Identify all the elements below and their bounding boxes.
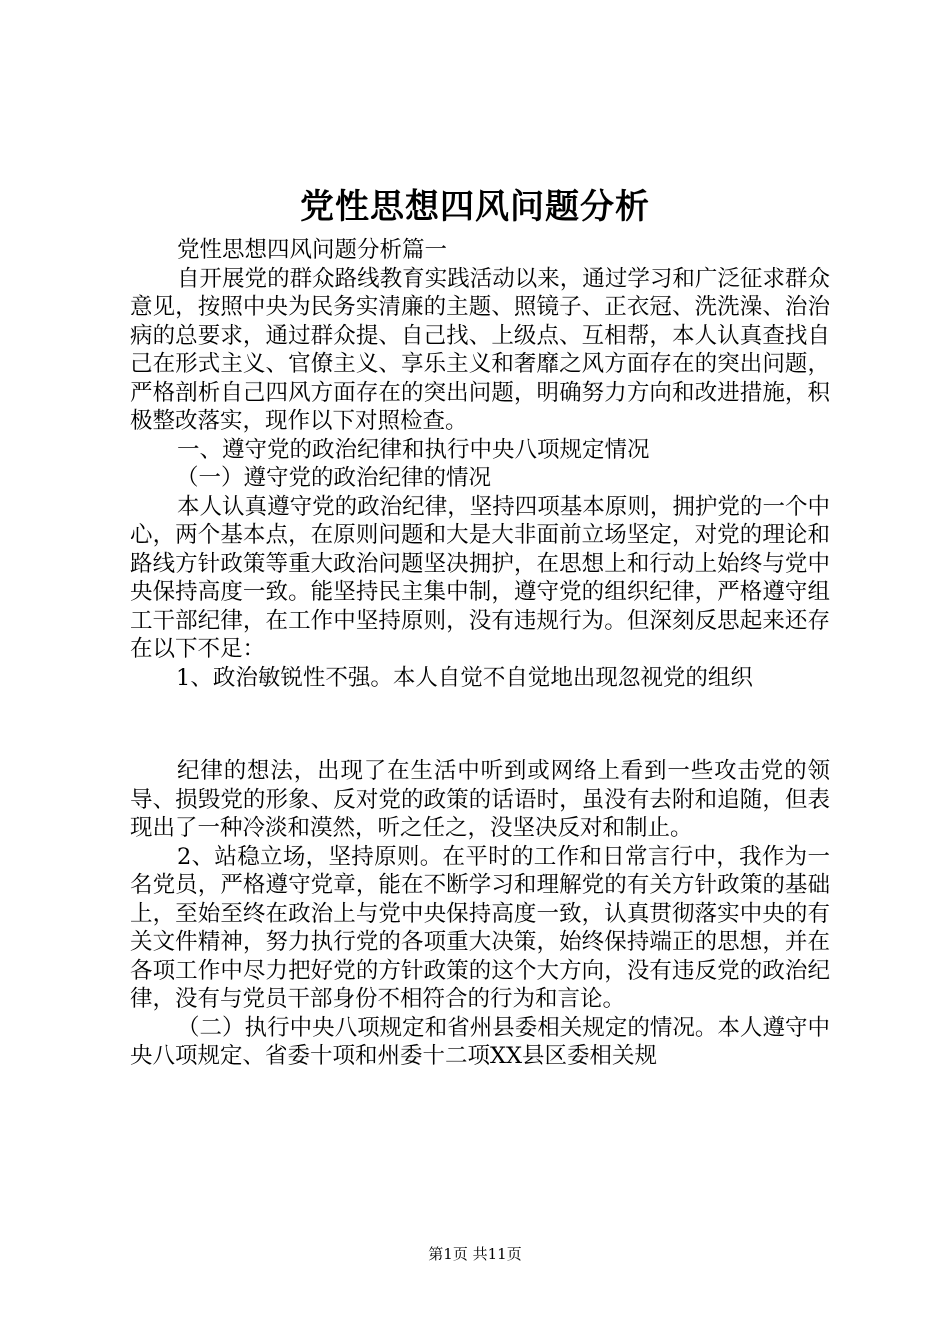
paragraph-subheading-2: （二）执行中央八项规定和省州县委相关规定的情况。本人遵守中央八项规定、省委十项和州委十二项XX县区委相关规 [130,1014,830,1069]
paragraph-item-1-start: 1、政治敏锐性不强。本人自觉不自觉地出现忽视党的组织 [176,664,753,691]
paragraph-discipline: 本人认真遵守党的政治纪律，坚持四项基本原则，拥护党的一个中心，两个基本点，在原则问题和大是大非面前立场坚定，对党的理论和路线方针政策等重大政治问题坚决拥护，在思想上和行动上始终与党中央保持高度一致。能坚持民主集中制，遵守党的组织纪律，严格遵守组工干部纪律，在工作中坚持原则，没有违规行为。但深刻反思起来还存在以下不足： [130,493,830,662]
document-body-top [130,236,830,692]
paragraph-subtitle: 党性思想四风问题分析篇一 [177,237,448,263]
paragraph-subheading-1: （一）遵守党的政治纪律的情况 [176,465,492,491]
paragraph-intro: 自开展党的群众路线教育实践活动以来，通过学习和广泛征求群众意见，按照中央为民务实清廉的主题、照镜子、正衣冠、洗洗澡、治治病的总要求，通过群众提、自己找、上级点、互相帮，本人认真查找自己在形式主义、官僚主义、享乐主义和奢靡之风方面存在的突出问题，严格剖析自己四风方面存在的突出问题，明确努力方向和改进措施，积极整改落实，现作以下对照检查。 [130,265,830,434]
document-title: 党性思想四风问题分析 [300,187,650,227]
paragraph-item-2: 2、站稳立场，坚持原则。在平时的工作和日常言行中，我作为一名党员，严格遵守党章，能在不断学习和理解党的有关方针政策的基础上，至始至终在政治上与党中央保持高度一致，认真贯彻落实中央的有关文件精神，努力执行党的各项重大决策，始终保持端正的思想，并在各项工作中尽力把好党的方针政策的这个大方向，没有违反党的政治纪律，没有与党员干部身份不相符合的行为和言论。 [130,843,830,1012]
paragraph-item-1-cont: 纪律的想法，出现了在生活中听到或网络上看到一些攻击党的领导、损毁党的形象、反对党的政策的话语时，虽没有去附和追随，但表现出了一种冷淡和漠然，听之任之，没坚决反对和制止。 [130,758,830,841]
page-number-footer: 第1页 共11页 [428,1245,522,1263]
document-body-bottom [130,757,830,1071]
paragraph-heading-1: 一、遵守党的政治纪律和执行中央八项规定情况 [177,436,650,463]
